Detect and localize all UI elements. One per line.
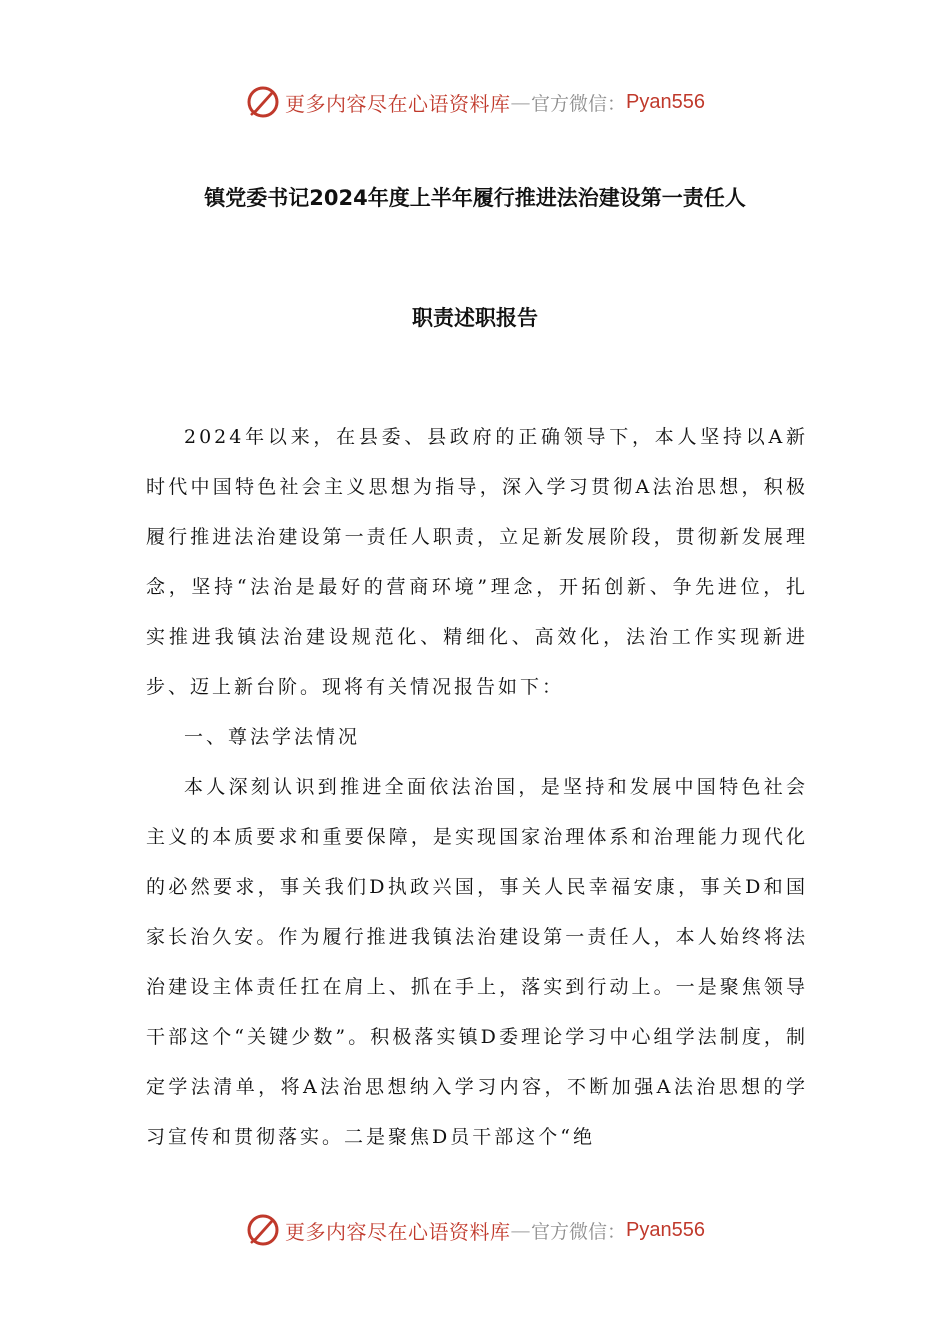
- banner-wechat-label: 官方微信：: [531, 92, 627, 115]
- header-banner: [0, 82, 950, 122]
- document-title-line2: 职责述职报告: [412, 306, 538, 330]
- banner-wechat-id: Pyan556: [626, 90, 705, 113]
- document-body: [146, 412, 808, 1162]
- banner-separator: —: [510, 1218, 531, 1242]
- banner-slogan: 更多内容尽在心语资料库: [285, 91, 511, 116]
- banner-wechat-label: 官方微信：: [531, 1220, 627, 1243]
- quill-logo-icon: [245, 1212, 281, 1248]
- footer-banner: [0, 1210, 950, 1250]
- paragraph-intro: 2024年以来，在县委、县政府的正确领导下，本人坚持以A新时代中国特色社会主义思想为指导，深入学习贯彻A法治思想，积极履行推进法治建设第一责任人职责，立足新发展阶段，贯彻新发展理念，坚持“法治是最好的营商环境”理念，开拓创新、争先进位，扎实推进我镇法治建设规范化、精细化、高效化，法治工作实现新进步、迈上新台阶。现将有关情况报告如下：: [146, 426, 808, 698]
- paragraph-section-1: 本人深刻认识到推进全面依法治国，是坚持和发展中国特色社会主义的本质要求和重要保障，是实现国家治理体系和治理能力现代化的必然要求，事关我们D执政兴国，事关人民幸福安康，事关D和国家长治久安。作为履行推进我镇法治建设第一责任人，本人始终将法治建设主体责任扛在肩上、抓在手上，落实到行动上。一是聚焦领导干部这个“关键少数”。积极落实镇D委理论学习中心组学法制度，制定学法清单，将A法治思想纳入学习内容，不断加强A法治思想的学习宣传和贯彻落实。二是聚焦D员干部这个“绝: [146, 776, 808, 1148]
- banner-wechat-id: Pyan556: [626, 1218, 705, 1241]
- banner-separator: —: [510, 90, 531, 114]
- section-heading-1: 一、尊法学法情况: [184, 726, 361, 748]
- document-title-line1: 镇党委书记2024年度上半年履行推进法治建设第一责任人: [204, 186, 746, 210]
- quill-logo-icon: [245, 84, 281, 120]
- banner-slogan: 更多内容尽在心语资料库: [285, 1219, 511, 1244]
